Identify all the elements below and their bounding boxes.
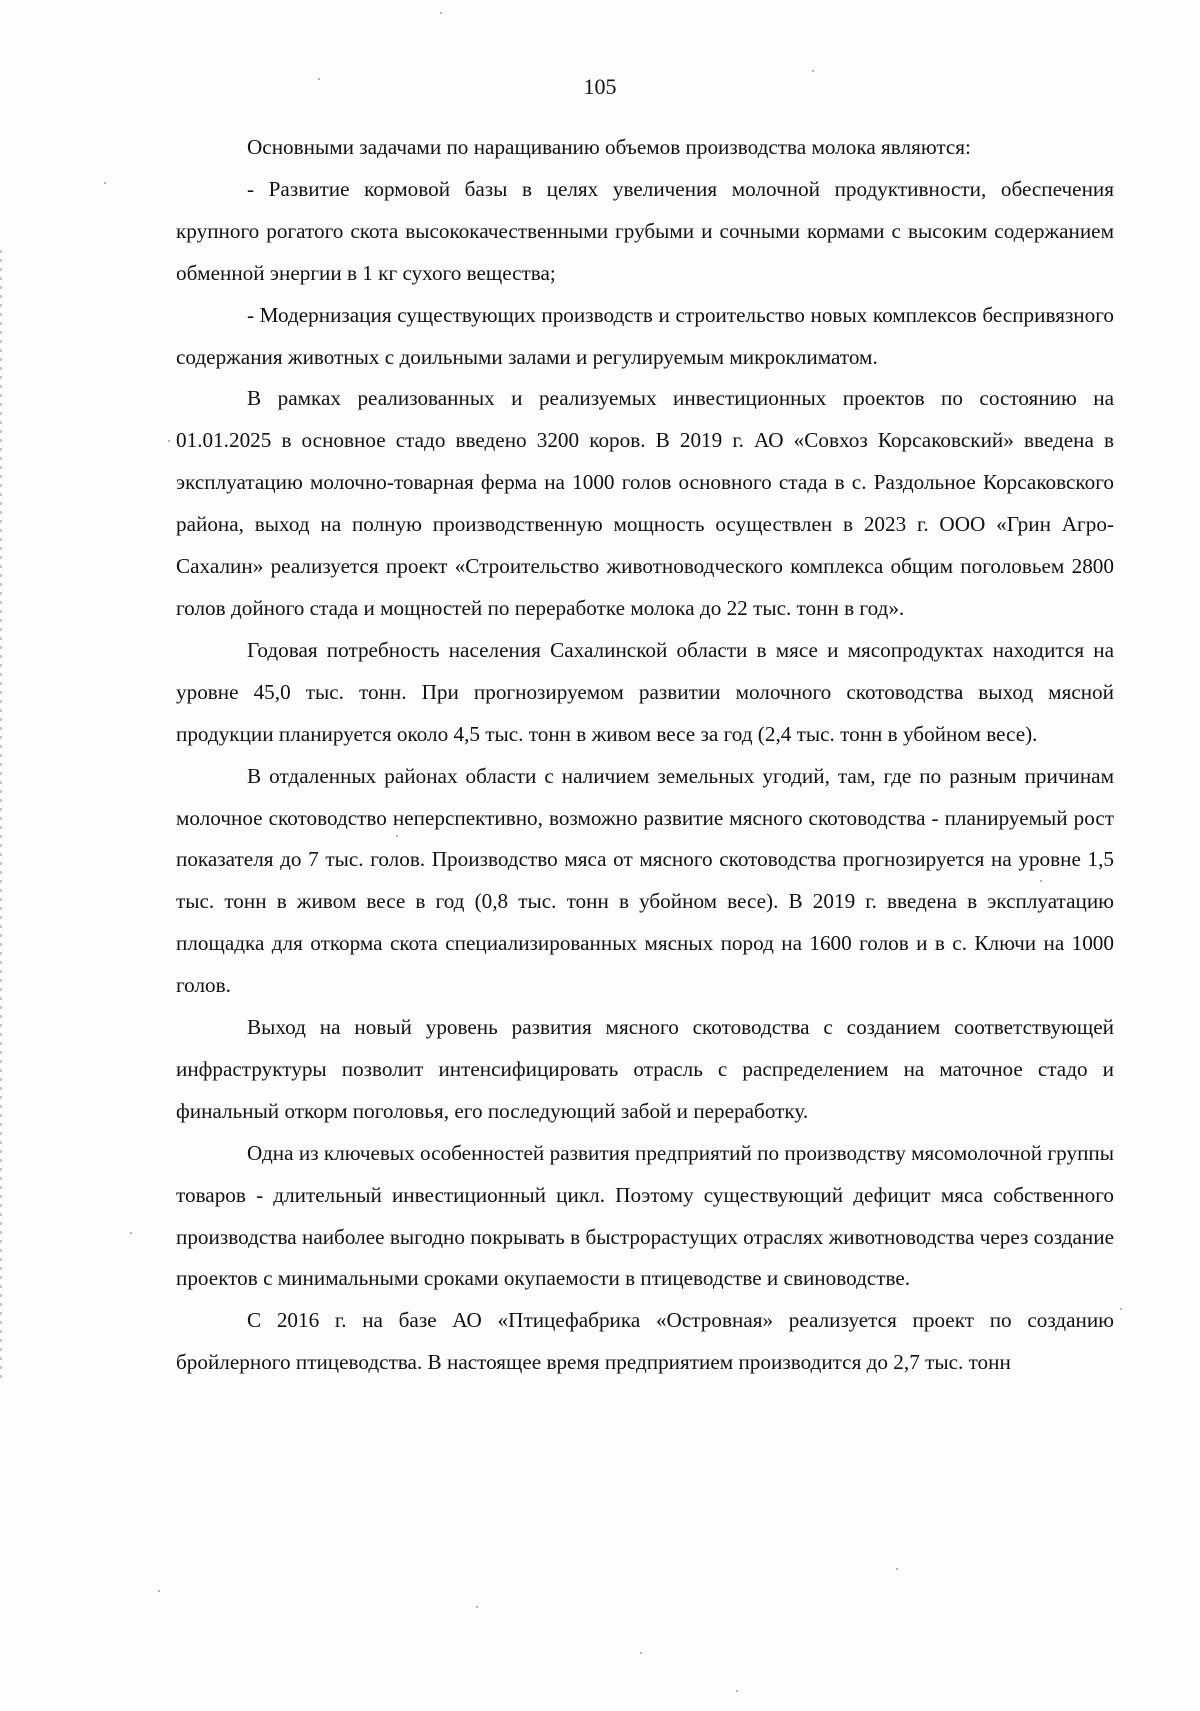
scan-speck — [130, 1232, 132, 1234]
scan-speck — [640, 1652, 642, 1654]
scan-speck — [158, 1590, 160, 1592]
scan-speck — [1120, 1308, 1122, 1310]
document-body — [176, 127, 1114, 1384]
paragraph-investment-cycle: Одна из ключевых особенностей развития предприятий по производству мясомолочной группы товаров - длительный инвестиционный цикл. Поэтому существующий дефицит мяса собственного производства наиболее выгодно покрывать в быстрорастущих отраслях животноводства через создание проектов с минимальными сроками окупаемости в птицеводстве и свиноводстве. — [176, 1140, 1114, 1291]
scan-speck — [736, 1690, 738, 1692]
paragraph-modernization: - Модернизация существующих производств и строительство новых комплексов беспривязного содержания животных с доильными залами и регулируемым микроклиматом. — [176, 302, 1114, 369]
scan-speck — [440, 12, 442, 14]
paragraph-new-level: Выход на новый уровень развития мясного скотоводства с созданием соответствующей инфраструктуры позволит интенсифицировать отрасль с распределением на маточное стадо и финальный откорм поголовья, его последующий забой и переработку. — [176, 1015, 1114, 1123]
scan-speck — [168, 440, 170, 442]
scan-speck — [476, 1606, 478, 1608]
paragraph-investment-projects: В рамках реализованных и реализуемых инвестиционных проектов по состоянию на 01.01.2025 в основное стадо введено 3200 коров. В 2019 г. АО «Совхоз Корсаковский» введена в эксплуатацию молочно-товарная ферма на 1000 голов основного стада в с. Раздольное Корсаковского района, выход на полную производственную мощность осуществлен в 2023 г. ООО «Грин Агро-Сахалин» реализуется проект «Строительство животноводческого комплекса общим поголовьем 2800 голов дойного стада и мощностей по переработке молока до 22 тыс. тонн в год». — [176, 386, 1114, 620]
paragraph-milk-tasks-intro: Основными задачами по наращиванию объемов производства молока являются: — [247, 135, 971, 159]
paragraph-beef-cattle: В отдаленных районах области с наличием земельных угодий, там, где по разным причинам молочное скотоводство неперспективно, возможно развитие мясного скотоводства - планируемый рост показателя до 7 тыс. голов. Производство мяса от мясного скотоводства прогнозируется на уровне 1,5 тыс. тонн в живом весе в год (0,8 тыс. тонн в убойном весе). В 2019 г. введена в эксплуатацию площадка для откорма скота специализированных мясных пород на 1600 голов и в с. Ключи на 1000 голов. — [176, 763, 1114, 998]
paragraph-feed-base: - Развитие кормовой базы в целях увеличения молочной продуктивности, обеспечения крупного рогатого скота высококачественными грубыми и сочными кормами с высоким содержанием обменной энергии в 1 кг сухого вещества; — [176, 176, 1114, 285]
scan-speck — [104, 182, 106, 184]
scan-edge-artifact — [0, 250, 2, 1380]
paragraph-meat-demand: Годовая потребность населения Сахалинской области в мясе и мясопродуктах находится на уровне 45,0 тыс. тонн. При прогнозируемом развитии молочного скотоводства выход мясной продукции планируется около 4,5 тыс. тонн в живом весе за год (2,4 тыс. тонн в убойном весе). — [176, 637, 1114, 746]
paragraph-poultry-farm: С 2016 г. на базе АО «Птицефабрика «Островная» реализуется проект по созданию бройлерного птицеводства. В настоящее время предприятием производится до 2,7 тыс. тонн — [176, 1308, 1114, 1375]
page-number: 105 — [583, 74, 617, 99]
scan-speck — [896, 1568, 898, 1570]
